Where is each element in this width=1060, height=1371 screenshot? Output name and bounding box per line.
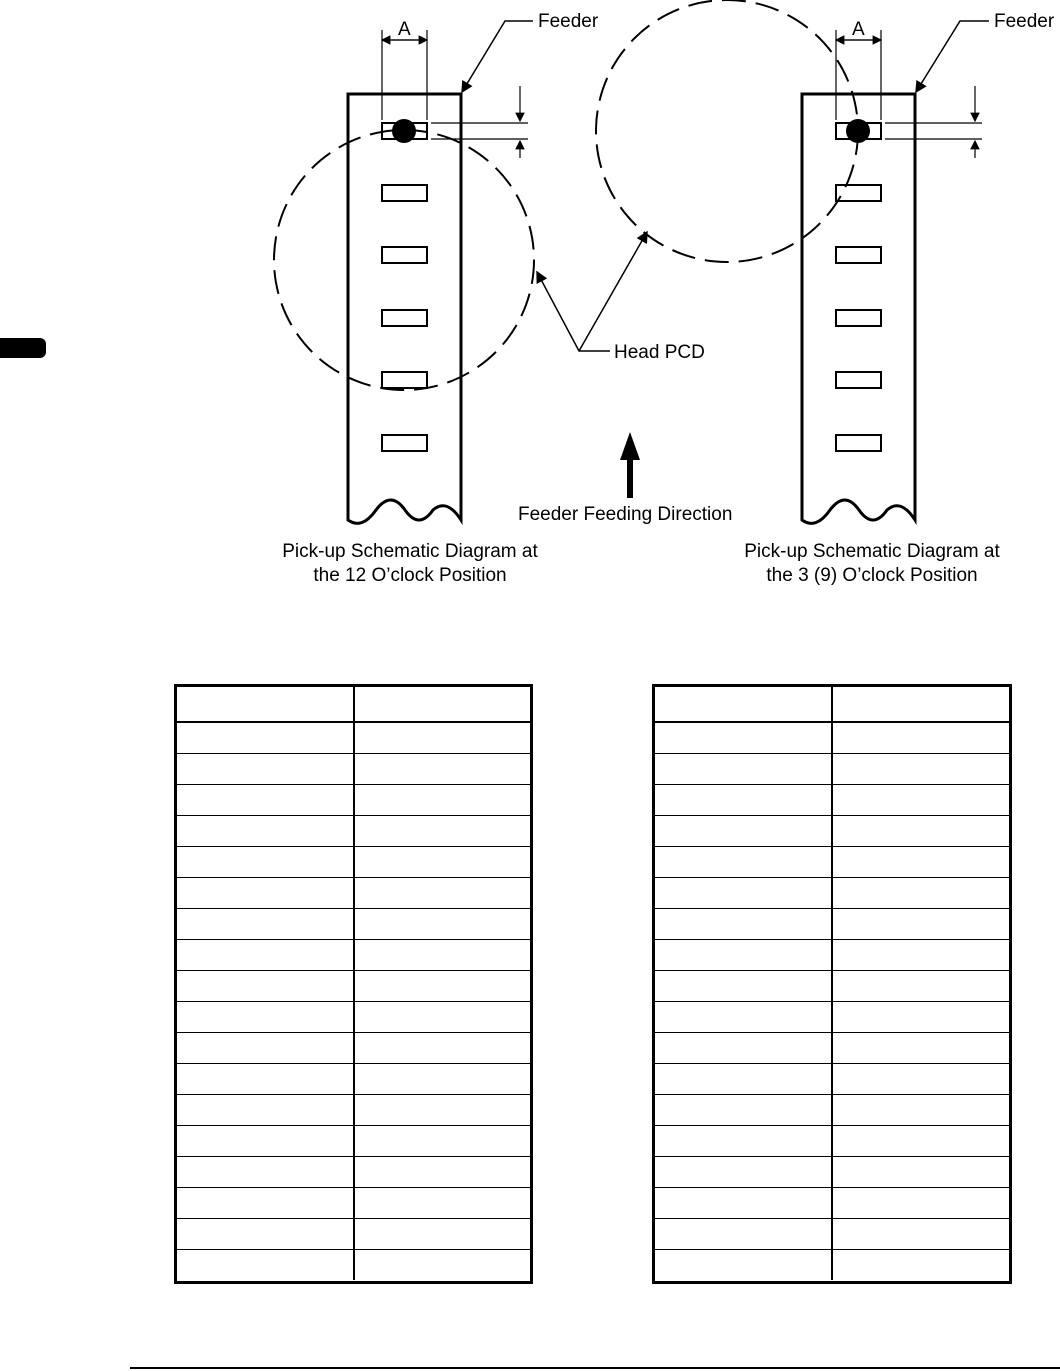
table-cell <box>832 1064 1009 1095</box>
table-cell <box>655 1126 832 1157</box>
table-row <box>177 1126 530 1157</box>
table-cell <box>177 1188 354 1219</box>
table-cell <box>177 1157 354 1188</box>
table-row <box>177 940 530 971</box>
table-row <box>177 878 530 909</box>
table-cell <box>177 909 354 940</box>
table-cell <box>177 940 354 971</box>
table-header-row <box>655 687 1009 722</box>
table-cell <box>655 1188 832 1219</box>
table-cell <box>832 847 1009 878</box>
table-row <box>655 1095 1009 1126</box>
table-cell <box>832 1002 1009 1033</box>
right-table <box>652 684 1012 1284</box>
table-row <box>177 785 530 816</box>
table-cell <box>177 785 354 816</box>
left-table-body <box>177 722 530 1280</box>
dimension-a-label-left: A <box>398 19 411 40</box>
right-table-body <box>655 722 1009 1280</box>
table-header-row <box>177 687 530 722</box>
table-cell <box>655 1064 832 1095</box>
feeder-label-right: Feeder <box>994 11 1055 32</box>
table-cell <box>354 1157 531 1188</box>
table-row <box>655 1033 1009 1064</box>
table-cell <box>655 940 832 971</box>
table-cell <box>354 754 531 785</box>
feeding-direction-label: Feeder Feeding Direction <box>518 504 733 525</box>
table-cell <box>832 722 1009 754</box>
dimension-a-label-right: A <box>852 19 865 40</box>
table-cell <box>177 847 354 878</box>
table-row <box>655 971 1009 1002</box>
table-cell <box>354 1126 531 1157</box>
table-cell <box>832 1188 1009 1219</box>
table-cell <box>177 1064 354 1095</box>
table-row <box>177 1002 530 1033</box>
table-cell <box>655 909 832 940</box>
table-cell <box>655 1002 832 1033</box>
table-cell <box>354 909 531 940</box>
table-cell <box>354 1250 531 1281</box>
table-cell <box>177 878 354 909</box>
table-row <box>177 1095 530 1126</box>
table-cell <box>832 878 1009 909</box>
table-cell <box>354 1064 531 1095</box>
table-row <box>177 909 530 940</box>
table-row <box>177 847 530 878</box>
table-cell <box>177 971 354 1002</box>
table-cell <box>655 1033 832 1064</box>
table-cell <box>655 878 832 909</box>
right-feeder-strip <box>802 94 915 523</box>
table-row <box>177 754 530 785</box>
table-cell <box>354 1219 531 1250</box>
table-row <box>655 722 1009 754</box>
table-cell <box>655 1157 832 1188</box>
head-pcd-label: Head PCD <box>614 342 705 363</box>
table-row <box>655 878 1009 909</box>
table-cell <box>354 940 531 971</box>
table-cell <box>655 785 832 816</box>
table-row <box>177 1033 530 1064</box>
feeding-direction-arrow <box>620 432 640 498</box>
table-row <box>177 816 530 847</box>
feeder-label-left: Feeder <box>538 11 599 32</box>
table-cell <box>354 816 531 847</box>
table-cell <box>832 1126 1009 1157</box>
table-cell <box>655 722 832 754</box>
table-cell <box>177 1002 354 1033</box>
table-row <box>655 940 1009 971</box>
table-cell <box>177 722 354 754</box>
table-cell <box>832 816 1009 847</box>
table-cell <box>832 1219 1009 1250</box>
table-row <box>177 1250 530 1281</box>
table-cell <box>177 754 354 785</box>
table-cell <box>832 1157 1009 1188</box>
table-cell <box>655 1250 832 1281</box>
table-header-cell <box>354 687 531 722</box>
table-row <box>177 1157 530 1188</box>
table-cell <box>655 1219 832 1250</box>
pickup-schematic-diagram <box>0 0 1060 600</box>
right-dimension-a <box>836 30 881 120</box>
table-cell <box>655 754 832 785</box>
table-row <box>177 1064 530 1095</box>
table-cell <box>832 754 1009 785</box>
table-cell <box>177 1126 354 1157</box>
table-cell <box>832 971 1009 1002</box>
table-row <box>655 1219 1009 1250</box>
table-header-cell <box>177 687 354 722</box>
table-cell <box>354 847 531 878</box>
table-row <box>655 847 1009 878</box>
table-row <box>655 1157 1009 1188</box>
table-cell <box>354 878 531 909</box>
table-cell <box>655 1095 832 1126</box>
table-cell <box>354 971 531 1002</box>
table-row <box>655 754 1009 785</box>
table-row <box>655 785 1009 816</box>
table-row <box>655 1002 1009 1033</box>
left-dimension-a <box>382 30 427 120</box>
table-cell <box>832 1095 1009 1126</box>
caption-right-line1: Pick-up Schematic Diagram at <box>744 541 1000 562</box>
table-row <box>655 1126 1009 1157</box>
table-cell <box>832 1033 1009 1064</box>
table-cell <box>177 1033 354 1064</box>
table-cell <box>832 785 1009 816</box>
table-row <box>655 1064 1009 1095</box>
caption-left-line1: Pick-up Schematic Diagram at <box>282 541 538 562</box>
left-feeder-strip <box>348 94 461 523</box>
table-row <box>177 1188 530 1219</box>
table-cell <box>354 1188 531 1219</box>
table-cell <box>832 1250 1009 1281</box>
table-row <box>177 1219 530 1250</box>
left-table <box>174 684 533 1284</box>
caption-right-line2: the 3 (9) O’clock Position <box>766 565 978 586</box>
table-cell <box>832 909 1009 940</box>
table-header-cell <box>655 687 832 722</box>
table-row <box>655 1250 1009 1281</box>
table-row <box>177 722 530 754</box>
table-header-cell <box>832 687 1009 722</box>
table-cell <box>655 816 832 847</box>
right-head-pcd-circle <box>596 0 858 262</box>
table-cell <box>655 847 832 878</box>
table-row <box>655 909 1009 940</box>
page-bottom-rule <box>130 1367 1060 1369</box>
table-row <box>177 971 530 1002</box>
table-cell <box>177 1219 354 1250</box>
table-cell <box>354 1095 531 1126</box>
table-row <box>655 816 1009 847</box>
table-cell <box>354 785 531 816</box>
table-cell <box>354 1002 531 1033</box>
table-cell <box>177 1250 354 1281</box>
table-cell <box>177 1095 354 1126</box>
table-cell <box>832 940 1009 971</box>
table-cell <box>655 971 832 1002</box>
table-row <box>655 1188 1009 1219</box>
table-cell <box>354 1033 531 1064</box>
caption-left-line2: the 12 O’clock Position <box>313 565 507 586</box>
table-cell <box>354 722 531 754</box>
table-cell <box>177 816 354 847</box>
